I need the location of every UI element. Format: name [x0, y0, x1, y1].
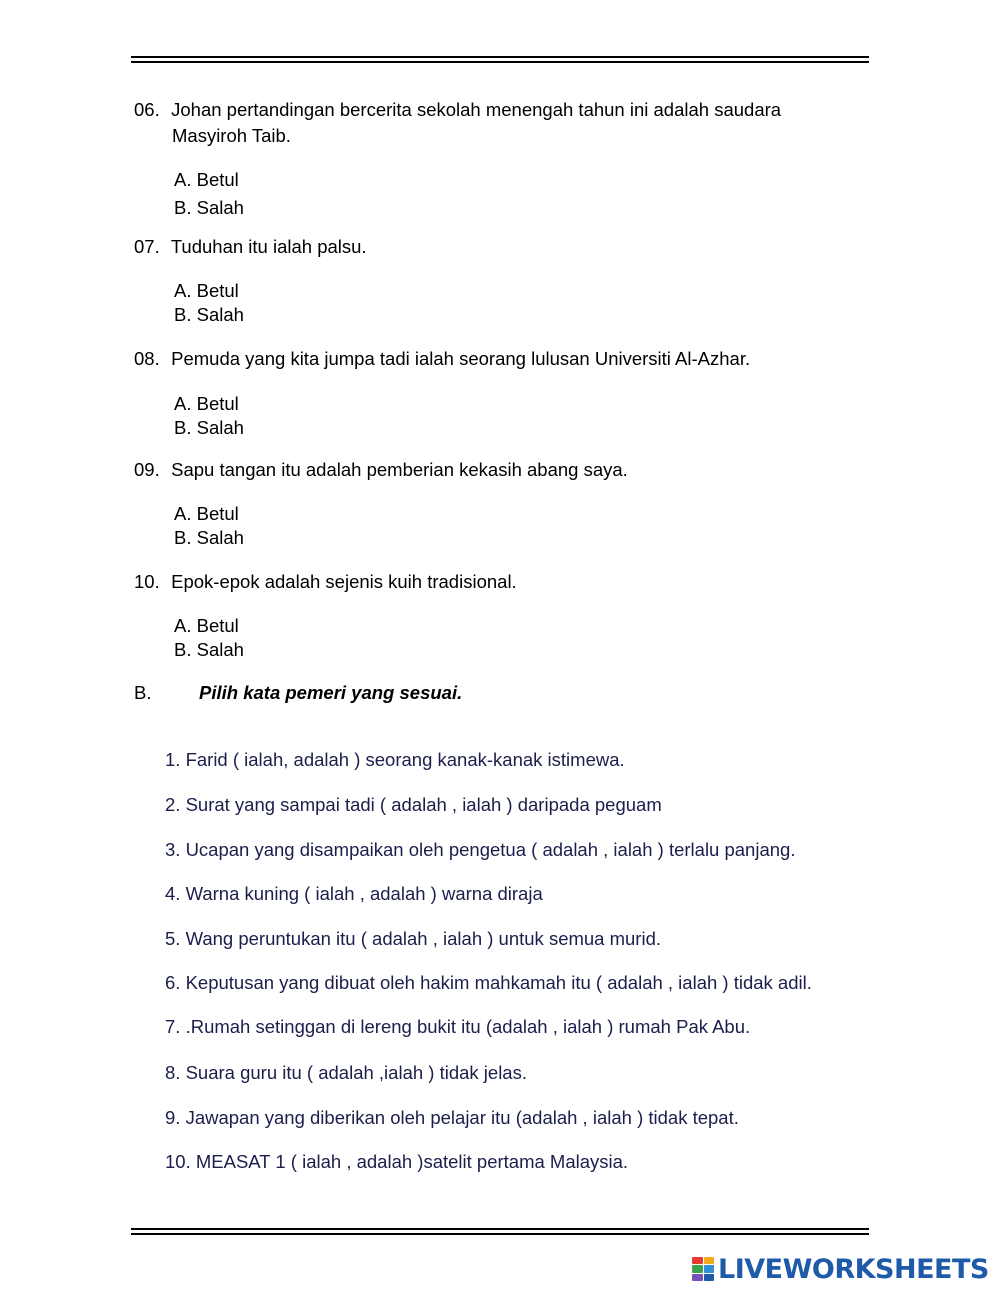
question-08 — [134, 346, 750, 372]
question-text-continued: Masyiroh Taib. — [172, 125, 291, 146]
question-number: 06. — [134, 99, 160, 120]
question-09 — [134, 457, 628, 483]
section-label: B. — [134, 682, 152, 703]
section-title: Pilih kata pemeri yang sesuai. — [199, 682, 463, 703]
question-text: Tuduhan itu ialah palsu. — [170, 236, 367, 257]
list-item: 6. Keputusan yang dibuat oleh hakim mahkamah itu ( adalah , ialah ) tidak adil. — [165, 972, 812, 993]
list-item: 3. Ucapan yang disampaikan oleh pengetua ( adalah , ialah ) terlalu panjang. — [165, 839, 796, 860]
list-item: 1. Farid ( ialah, adalah ) seorang kanak-kanak istimewa. — [165, 749, 625, 770]
question-number: 07. — [134, 236, 160, 257]
question-07 — [134, 234, 367, 260]
option-b[interactable]: B. Salah — [174, 527, 244, 548]
logo-text: LIVEWORKSHEETS — [718, 1253, 989, 1285]
top-double-rule — [131, 56, 869, 63]
option-a[interactable]: A. Betul — [174, 615, 239, 636]
option-a[interactable]: A. Betul — [174, 280, 239, 301]
list-item: 2. Surat yang sampai tadi ( adalah , ialah ) daripada peguam — [165, 794, 662, 815]
question-number: 08. — [134, 348, 160, 369]
list-item: 9. Jawapan yang diberikan oleh pelajar itu (adalah , ialah ) tidak tepat. — [165, 1107, 739, 1128]
list-item: 8. Suara guru itu ( adalah ,ialah ) tidak jelas. — [165, 1062, 527, 1083]
liveworksheets-mark-icon — [692, 1257, 714, 1281]
question-text: Sapu tangan itu adalah pemberian kekasih abang saya. — [171, 459, 628, 480]
option-a[interactable]: A. Betul — [174, 169, 239, 190]
question-text: Pemuda yang kita jumpa tadi ialah seorang lulusan Universiti Al-Azhar. — [171, 348, 751, 369]
liveworksheets-logo — [692, 1254, 989, 1284]
option-a[interactable]: A. Betul — [174, 393, 239, 414]
question-number: 10. — [134, 571, 160, 592]
question-number: 09. — [134, 459, 160, 480]
list-item: 7. .Rumah setinggan di lereng bukit itu (adalah , ialah ) rumah Pak Abu. — [165, 1016, 751, 1037]
option-b[interactable]: B. Salah — [174, 197, 244, 218]
question-06 — [134, 97, 781, 149]
option-b[interactable]: B. Salah — [174, 304, 244, 325]
list-item: 5. Wang peruntukan itu ( adalah , ialah ) untuk semua murid. — [165, 928, 662, 949]
question-text: Johan pertandingan bercerita sekolah menengah tahun ini adalah saudara — [171, 99, 782, 120]
option-b[interactable]: B. Salah — [174, 417, 244, 438]
bottom-double-rule — [131, 1228, 869, 1235]
question-10 — [134, 569, 517, 595]
option-a[interactable]: A. Betul — [174, 503, 239, 524]
question-text: Epok-epok adalah sejenis kuih tradisional. — [171, 571, 517, 592]
list-item: 4. Warna kuning ( ialah , adalah ) warna diraja — [165, 883, 543, 904]
option-b[interactable]: B. Salah — [174, 639, 244, 660]
list-item: 10. MEASAT 1 ( ialah , adalah )satelit pertama Malaysia. — [165, 1151, 629, 1172]
